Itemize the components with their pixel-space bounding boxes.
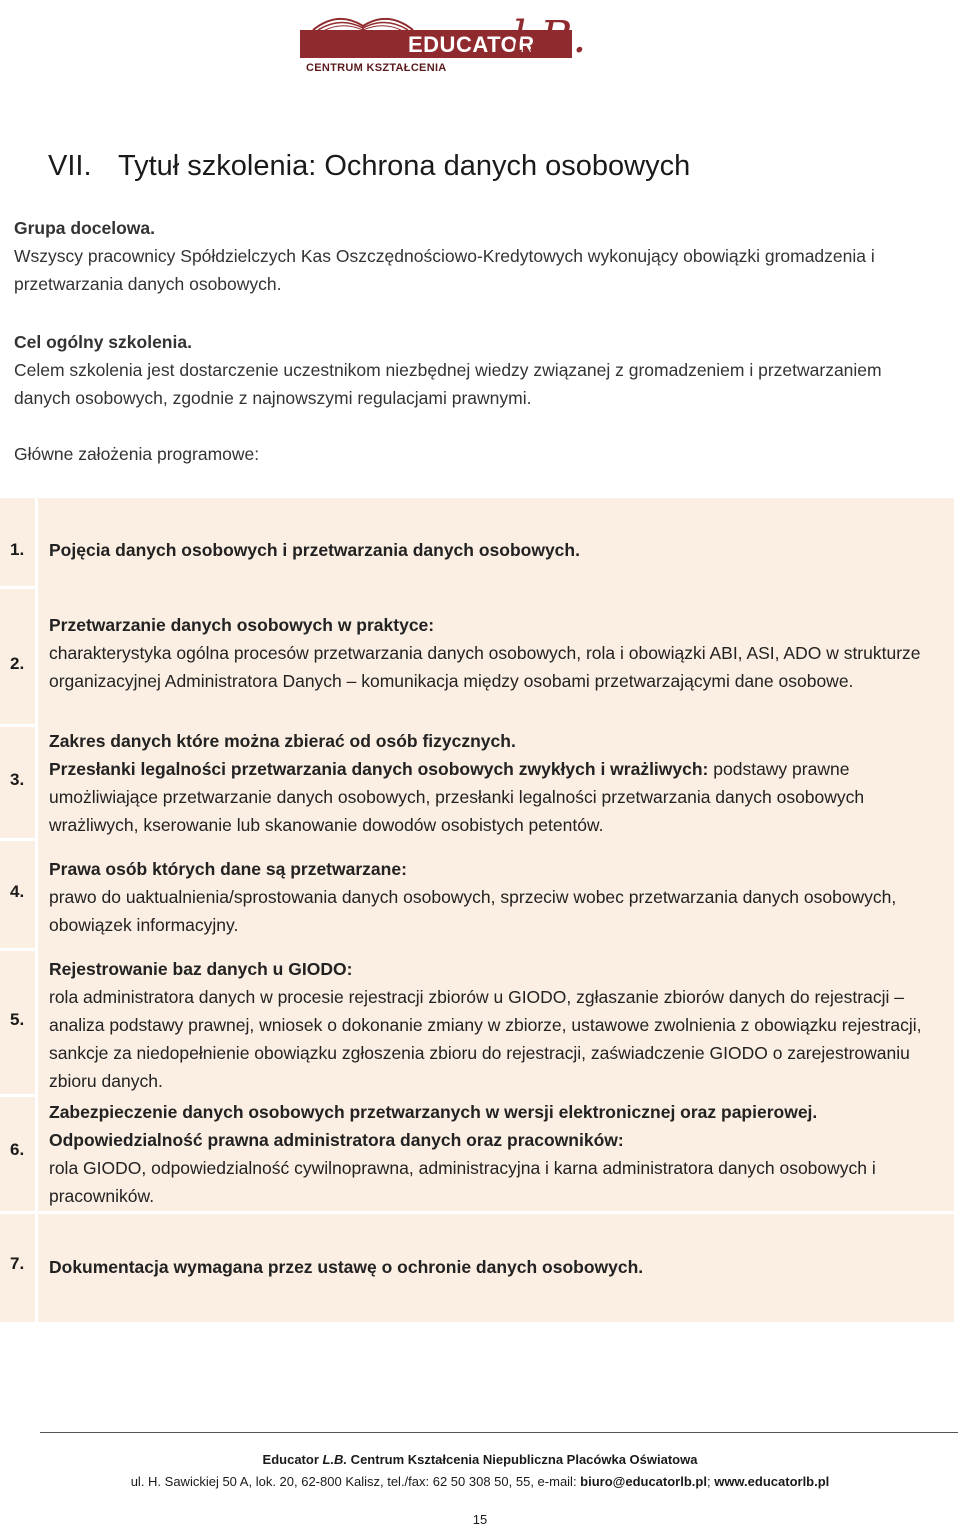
row-divider <box>0 1211 954 1214</box>
item-body: prawo do uaktualnienia/sprostowania danych osobowych, sprzeciw wobec przetwarzania danych osobowych, obowiązek informacyjny. <box>49 887 897 935</box>
footer-name-lb: L.B. <box>322 1452 348 1467</box>
logo-subtitle: CENTRUM KSZTAŁCENIA <box>306 62 447 74</box>
target-group-text: Wszyscy pracownicy Spółdzielczych Kas Oszczędnościowo-Kredytowych wykonujący obowiązki gromadzenia i przetwarzania danych osobowych. <box>14 246 875 294</box>
item-title: Dokumentacja wymagana przez ustawę o ochronie danych osobowych. <box>49 1257 644 1277</box>
item-number: 6. <box>10 1140 25 1159</box>
item-title: Rejestrowanie baz danych u GIODO: <box>49 959 353 979</box>
goal-section <box>14 328 934 412</box>
footer-rule <box>40 1432 958 1433</box>
row-divider <box>0 586 38 589</box>
target-group-heading: Grupa docelowa. <box>14 218 155 238</box>
program-item-6 <box>49 1098 939 1210</box>
item-subtitle: Odpowiedzialność prawna administratora danych oraz pracowników: <box>49 1130 624 1150</box>
program-item-1 <box>49 536 939 564</box>
item-number: 7. <box>10 1254 25 1273</box>
item-body: rola administratora danych w procesie rejestracji zbiorów u GIODO, zgłaszanie zbiorów danych do rejestracji – analiza podstawy prawnej, wniosek o dokonanie zmiany w zbiorze, ustawowe zwolnienia z obowiązku rejestracji, sankcje za niedopełnienie obowiązku zgłoszenia zbioru do rejestracji, zaświadczenie GIODO o zarejestrowaniu zbioru danych. <box>49 987 922 1091</box>
goal-heading: Cel ogólny szkolenia. <box>14 332 192 352</box>
program-item-5 <box>49 955 939 1095</box>
program-item-2 <box>49 611 939 695</box>
footer-website-link[interactable]: www.educatorlb.pl <box>714 1474 830 1489</box>
logo-script: l.B. <box>512 12 587 63</box>
page-number: 15 <box>472 1512 488 1527</box>
item-subtitle: Przesłanki legalności przetwarzania danych osobowych zwykłych i wrażliwych: <box>49 759 709 779</box>
footer-address: ul. H. Sawickiej 50 A, lok. 20, 62-800 Kalisz, tel./fax: 62 50 308 50, 55, e-mail: <box>130 1474 581 1489</box>
row-divider <box>0 838 38 841</box>
item-body: rola GIODO, odpowiedzialność cywilnoprawna, administracyjna i karna administratora danych osobowych i pracowników. <box>49 1158 876 1206</box>
item-number: 5. <box>10 1010 25 1029</box>
target-group-section <box>14 214 934 298</box>
item-number: 4. <box>10 882 25 901</box>
program-item-3 <box>49 727 939 839</box>
footer-separator: ; <box>706 1474 715 1489</box>
program-heading: Główne założenia programowe: <box>14 444 260 464</box>
item-number: 3. <box>10 770 25 789</box>
title-number: VII. <box>48 150 92 182</box>
item-title: Pojęcia danych osobowych i przetwarzania danych osobowych. <box>49 540 580 560</box>
logo-brand: EDUCATOR <box>408 32 535 57</box>
item-body: charakterystyka ogólna procesów przetwarzania danych osobowych, rola i obowiązki ABI, ASI, ADO w strukturze organizacyjnej Administratora Danych – komunikacja między osobami przetwarzającymi dane osobowe. <box>49 643 921 691</box>
row-divider <box>0 724 38 727</box>
footer-name-rest: Centrum Kształcenia Niepubliczna Placówka Oświatowa <box>347 1452 698 1467</box>
company-logo <box>300 6 600 76</box>
goal-text: Celem szkolenia jest dostarczenie uczestnikom niezbędnej wiedzy związanej z gromadzeniem i przetwarzaniem danych osobowych, zgodnie z najnowszymi regulacjami prawnymi. <box>14 360 882 408</box>
item-number: 2. <box>10 654 25 673</box>
program-table <box>0 498 954 1322</box>
row-divider <box>0 1094 38 1097</box>
item-title: Przetwarzanie danych osobowych w praktyce: <box>49 615 435 635</box>
item-title: Zabezpieczenie danych osobowych przetwarzanych w wersji elektronicznej oraz papierowej. <box>49 1102 818 1122</box>
footer-institution <box>0 1452 960 1467</box>
footer-name: Educator <box>262 1452 323 1467</box>
item-number: 1. <box>10 540 25 559</box>
item-body: podstawy prawne umożliwiające przetwarzanie danych osobowych, przesłanki legalności przetwarzania danych osobowych wrażliwych, kserowanie lub skanowanie dowodów osobistych petentów. <box>49 759 865 835</box>
page-title <box>48 150 690 183</box>
item-title: Zakres danych które można zbierać od osób fizycznych. <box>49 731 516 751</box>
title-text: Tytuł szkolenia: Ochrona danych osobowych <box>118 150 691 182</box>
column-divider <box>35 498 38 1322</box>
footer-email-link[interactable]: biuro@educatorlb.pl <box>580 1474 707 1489</box>
program-item-4 <box>49 855 939 939</box>
program-item-7 <box>49 1253 939 1281</box>
footer-contact <box>0 1474 960 1489</box>
item-title: Prawa osób których dane są przetwarzane: <box>49 859 407 879</box>
row-divider <box>0 948 38 951</box>
